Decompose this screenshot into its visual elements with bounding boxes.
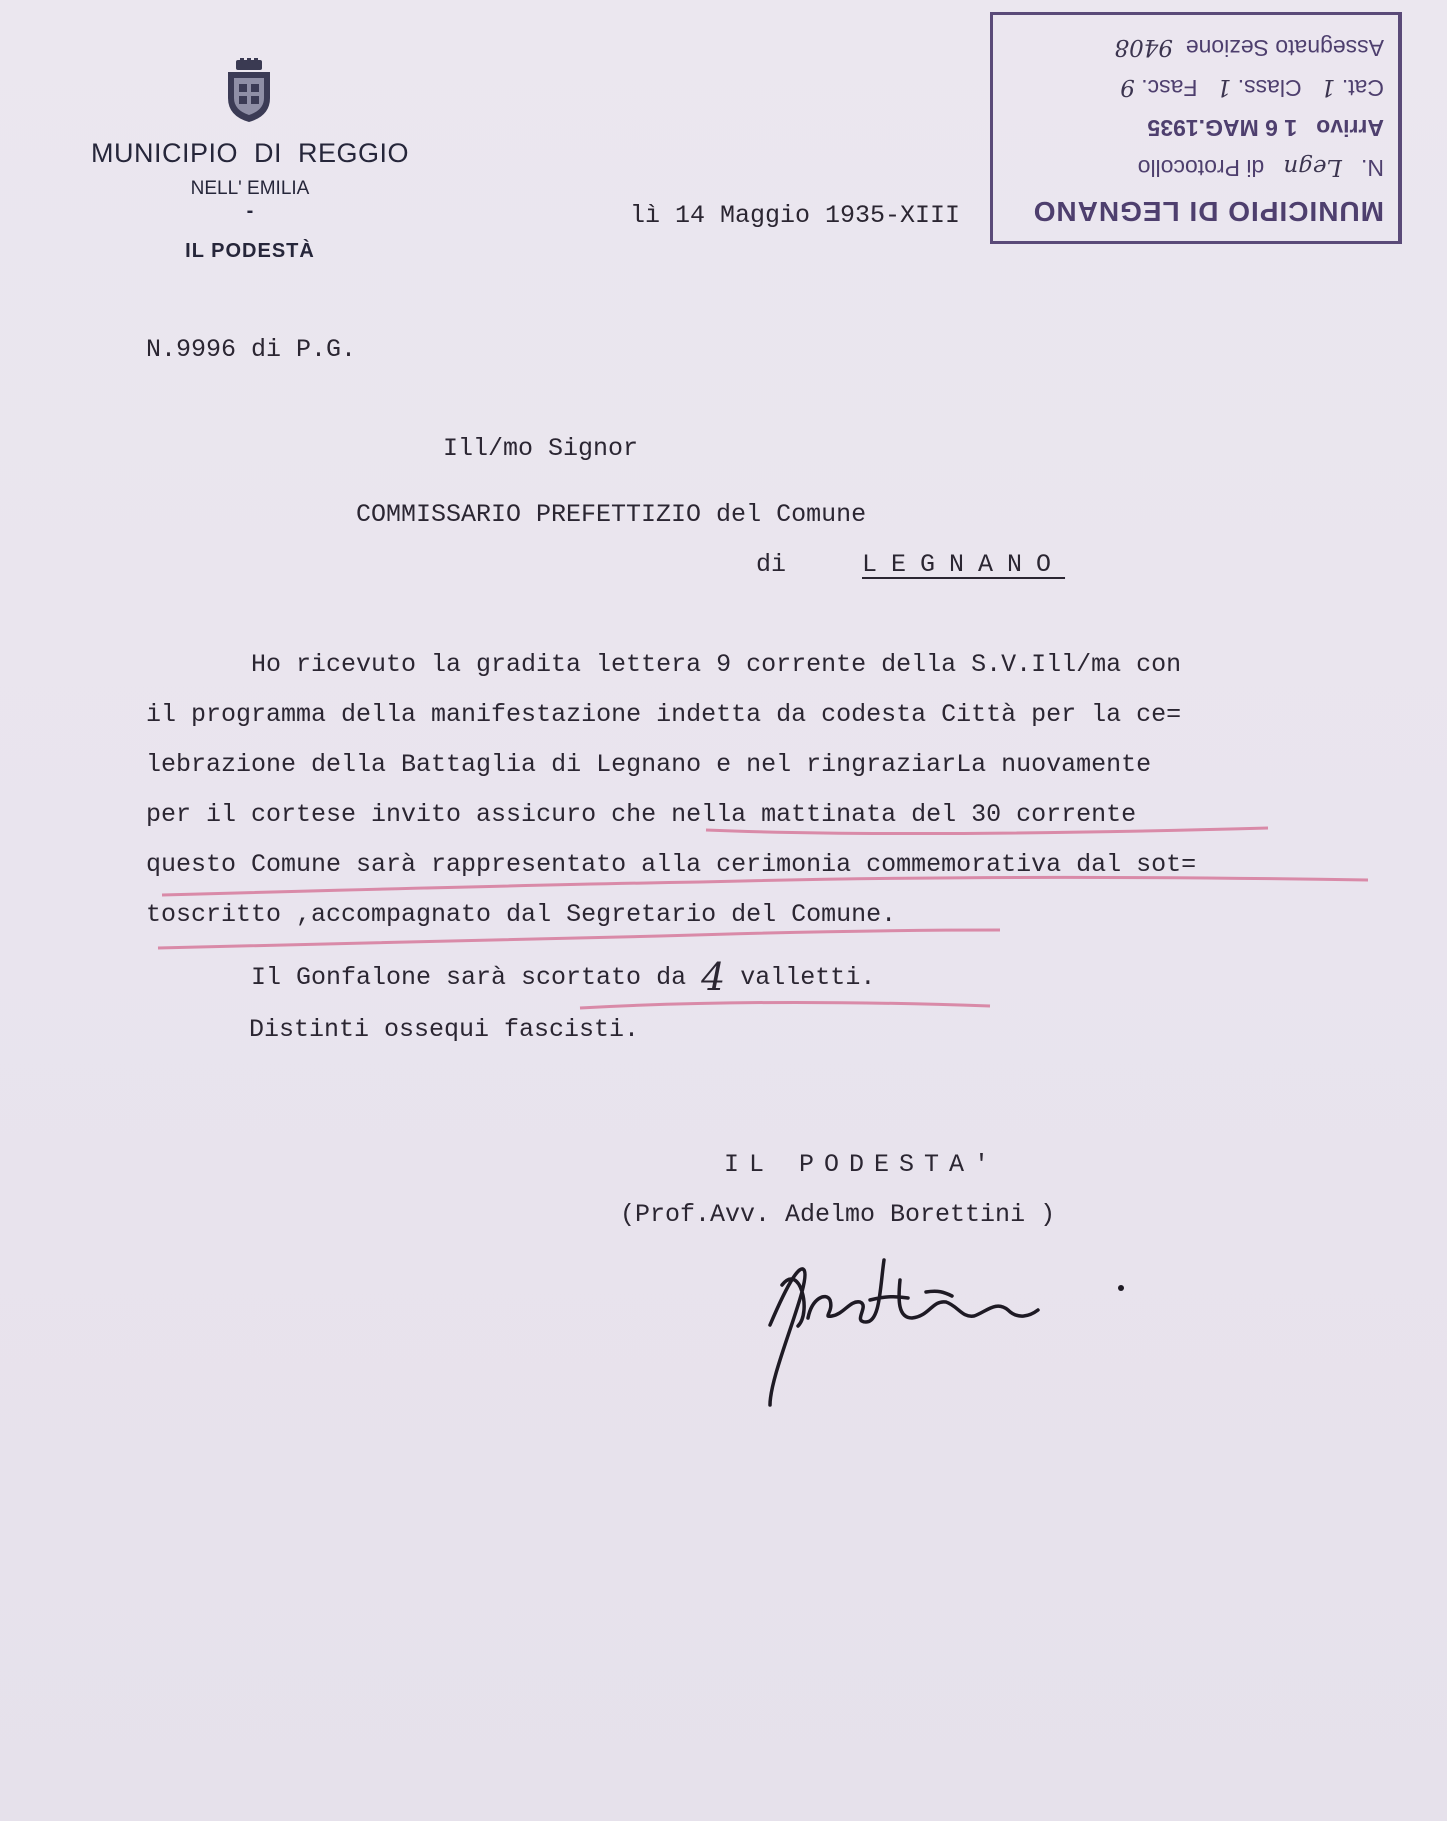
letterhead-office: IL PODESTÀ [185,240,315,262]
body-line-1: Ho ricevuto la gradita lettera 9 corrente della S.V.Ill/ma con [251,650,1182,679]
stamp-class-label: Class. [1237,75,1302,101]
stamp-protocol-label: N. [1361,155,1384,181]
body-line-7-start: Il Gonfalone sarà scortato da [251,963,687,992]
pencil-underline-2 [162,877,1368,895]
signature-dot [1118,1285,1124,1291]
reference-number: N.9996 di P.G. [146,335,357,364]
stamp-cat-value: 1 [1320,74,1336,100]
recipient-salutation: Ill/mo Signor [443,434,639,463]
body-line-7-number: 4 [701,955,726,999]
pencil-underline-4 [580,1002,990,1008]
recipient-city: LEGNANO [862,550,1066,579]
stamp-cat-label: Cat. [1341,75,1384,101]
signature-name: (Prof.Avv. Adelmo Borettini ) [620,1200,1056,1229]
stamp-fasc-value: 9 [1120,74,1135,100]
body-line-7-end: valletti. [740,963,876,992]
letterhead-dash: - [246,200,254,222]
body-line-3: lebrazione della Battaglia di Legnano e nel ringraziarLa nuovamente [146,750,1152,779]
pencil-underline-3 [158,930,1000,948]
stamp-section-label: Assegnato Sezione [1185,35,1384,61]
body-line-5: questo Comune sarà rappresentato alla cerimonia commemorativa dal sot= [146,850,1197,879]
letterhead-municipality: MUNICIPIO DI REGGIO [90,138,410,168]
signature-role: IL PODESTA' [724,1150,1000,1179]
date-line: lì 14 Maggio 1935-XIII [630,201,961,230]
recipient-title: COMMISSARIO PREFETTIZIO del Comune [356,500,867,529]
closing-line: Distinti ossequi fascisti. [249,1015,640,1044]
stamp-fasc-label: Fasc. [1141,75,1198,101]
stamp-protocol-value: Legn [1283,154,1342,180]
stamp-arrival-date: 1 6 MAG.1935 [1147,115,1298,141]
stamp-section-value: 9408 [1114,34,1174,60]
recipient-di: di [756,550,787,579]
signature-stroke [770,1260,1038,1405]
body-line-4: per il cortese invito assicuro che nella mattinata del 30 corrente [146,800,1137,829]
pencil-underline-1 [706,828,1268,834]
letterhead-region: NELL' EMILIA [190,178,310,199]
body-line-2: il programma della manifestazione indetta da codesta Città per la ce= [146,700,1182,729]
stamp-arrival-label: Arrivo [1316,115,1384,141]
body-line-6: toscritto ,accompagnato dal Segretario del Comune. [146,900,897,929]
stamp-protocol-suffix: di Protocollo [1137,155,1265,181]
stamp-class-value: 1 [1216,74,1232,100]
stamp-title: MUNICIPIO DI LEGNANO [1032,196,1384,227]
